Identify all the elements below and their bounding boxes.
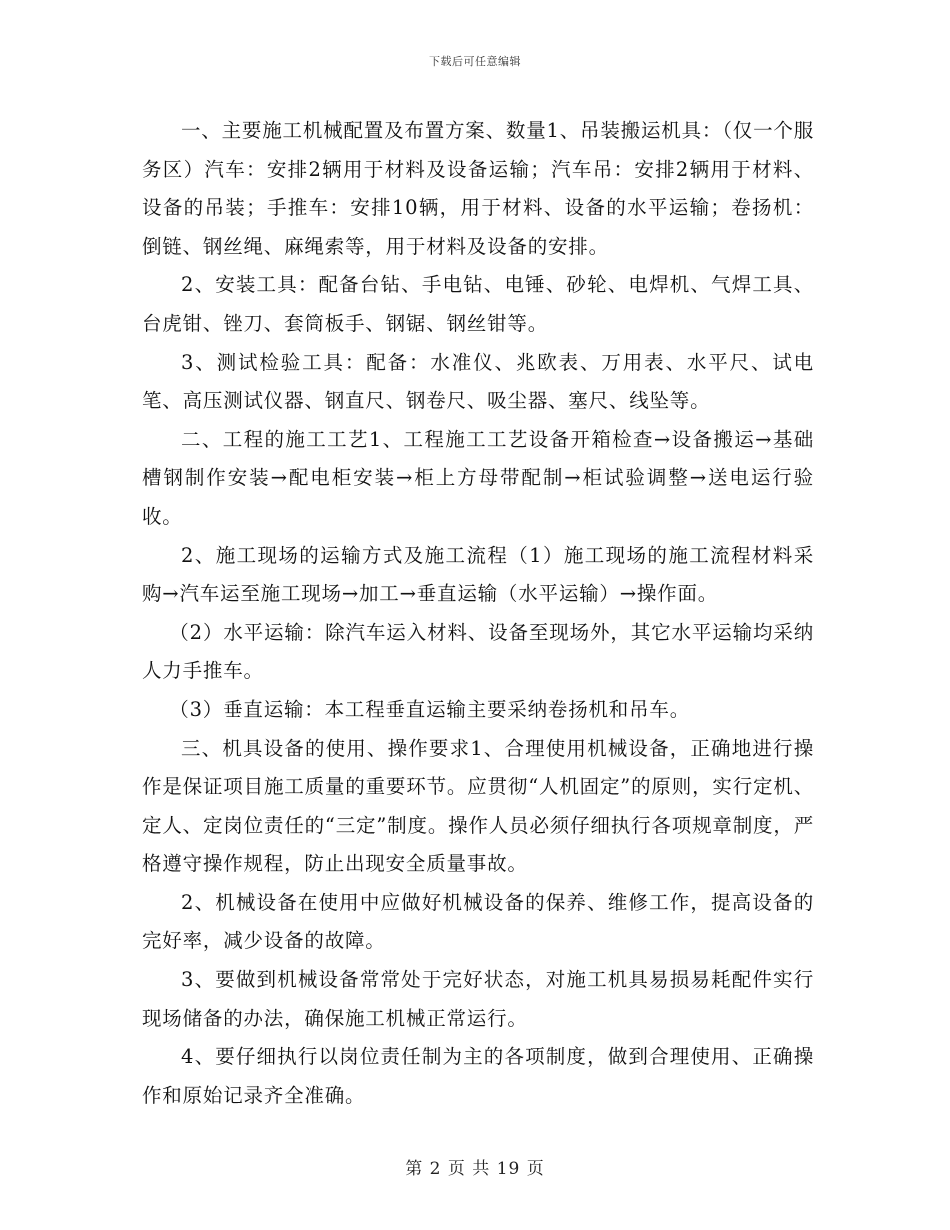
paragraph-install-tools: 2、安装工具：配备台钻、手电钻、电锤、砂轮、电焊机、气焊工具、台虎钳、锉刀、套筒板手、钢锯、钢丝钳等。: [142, 273, 814, 335]
page-number-footer: 第 2 页 共 19 页: [405, 1159, 545, 1179]
paragraph-spare-parts: 3、要做到机械设备常常处于完好状态，对施工机具易损易耗配件实行现场储备的办法，确保施工机械正常运行。: [142, 968, 814, 1030]
paragraph-equipment-usage: 三、机具设备的使用、操作要求1、合理使用机械设备，正确地进行操作是保证项目施工质量的重要环节。应贯彻“人机固定”的原则，实行定机、定人、定岗位责任的“三定”制度。操作人员必须仔细执行各项规章制度，严格遵守操作规程，防止出现安全质量事故。: [142, 736, 814, 876]
paragraph-transport-flow: 2、施工现场的运输方式及施工流程（1）施工现场的施工流程材料采购→汽车运至施工现场→加工→垂直运输（水平运输）→操作面。: [142, 543, 814, 606]
paragraph-test-tools: 3、测试检验工具：配备：水准仪、兆欧表、万用表、水平尺、试电笔、高压测试仪器、钢直尺、钢卷尺、吸尘器、塞尺、线坠等。: [142, 350, 814, 413]
paragraph-horizontal-transport: （2）水平运输：除汽车运入材料、设备至现场外，其它水平运输均采纳人力手推车。: [142, 620, 814, 683]
paragraph-machinery-config: 一、主要施工机械配置及布置方案、数量1、吊装搬运机具：（仅一个服务区）汽车：安排2辆用于材料及设备运输；汽车吊：安排2辆用于材料、设备的吊装；手推车：安排10辆，用于材料、设备的水平运输；卷扬机：倒链、钢丝绳、麻绳索等，用于材料及设备的安排。: [142, 119, 814, 258]
paragraph-vertical-transport: （3）垂直运输：本工程垂直运输主要采纳卷扬机和吊车。: [169, 697, 691, 721]
paragraph-maintenance: 2、机械设备在使用中应做好机械设备的保养、维修工作，提高设备的完好率，减少设备的故障。: [142, 890, 814, 953]
document-body: [142, 112, 814, 1115]
paragraph-responsibility: 4、要仔细执行以岗位责任制为主的各项制度，做到合理使用、正确操作和原始记录齐全准确。: [142, 1045, 814, 1107]
paragraph-construction-process: 二、工程的施工工艺1、工程施工工艺设备开箱检查→设备搬运→基础槽钢制作安装→配电柜安装→柜上方母带配制→柜试验调整→送电运行验收。: [142, 427, 814, 528]
page-header-note: 下载后可任意编辑: [429, 55, 521, 68]
